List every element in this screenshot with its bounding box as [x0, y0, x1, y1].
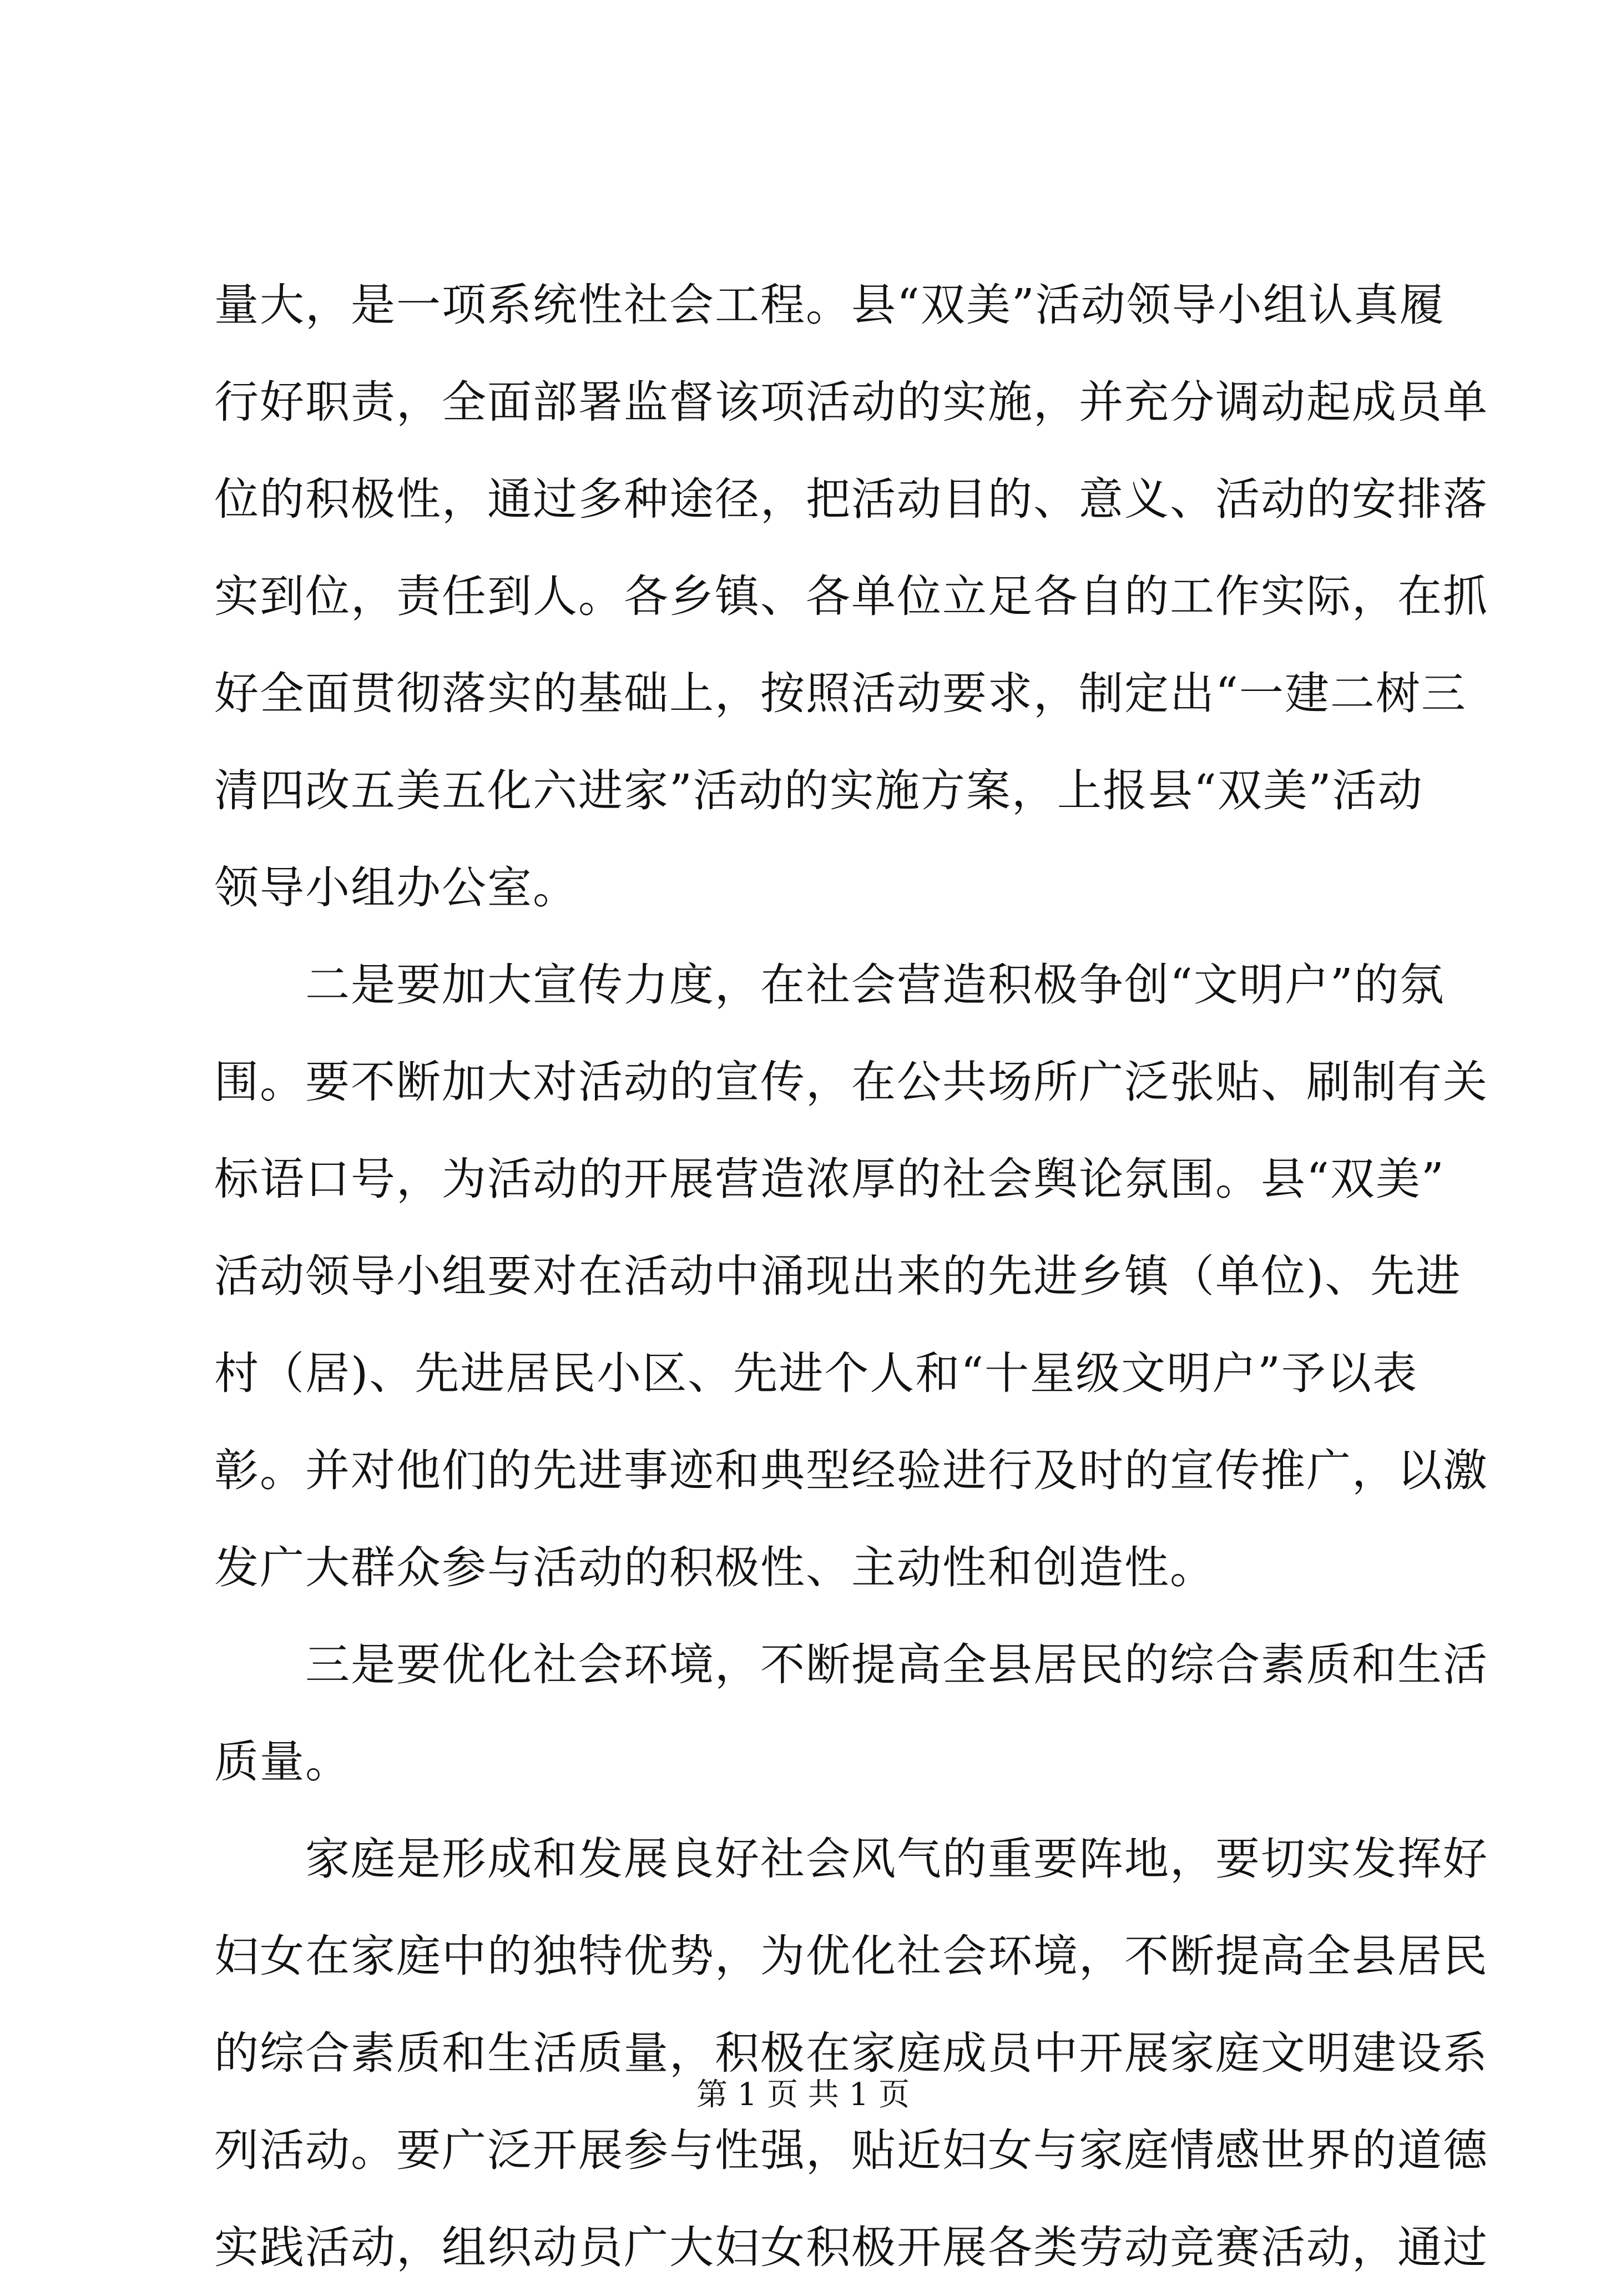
text-line: 发广大群众参与活动的积极性、主动性和创造性。 [214, 1542, 1215, 1593]
text-line: 质量。 [214, 1736, 351, 1788]
text-line: 彰。并对他们的先进事迹和典型经验进行及时的宣传推广，以激 [214, 1445, 1488, 1496]
text-line: 清四改五美五化六进家”活动的实施方案，上报县“双美”活动 [214, 765, 1423, 816]
text-line: 量大，是一项系统性社会工程。县“双美”活动领导小组认真履 [214, 279, 1445, 331]
text-line: 村（居)、先进居民小区、先进个人和“十星级文明户”予以表 [214, 1348, 1418, 1399]
text-line: 活动领导小组要对在活动中涌现出来的先进乡镇（单位)、先进 [214, 1250, 1462, 1302]
text-line: 标语口号，为活动的开展营造浓厚的社会舆论氛围。县“双美” [214, 1153, 1445, 1205]
text-line: 围。要不断加大对活动的宣传，在公共场所广泛张贴、刷制有关 [214, 1056, 1488, 1108]
paragraph-first-line: 家庭是形成和发展良好社会风气的重要阵地，要切实发挥好 [305, 1833, 1488, 1885]
text-line: 位的积极性，通过多种途径，把活动目的、意义、活动的安排落 [214, 473, 1488, 525]
page-number-footer: 第 1 页 共 1 页 [696, 2077, 910, 2113]
paragraph-first-line: 二是要加大宣传力度，在社会营造积极争创“文明户”的氛 [305, 959, 1445, 1011]
text-line: 领导小组办公室。 [214, 862, 578, 914]
text-line: 列活动。要广泛开展参与性强，贴近妇女与家庭情感世界的道德 [214, 2125, 1488, 2176]
document-body [214, 256, 1488, 2296]
text-line: 的综合素质和生活质量，积极在家庭成员中开展家庭文明建设系 [214, 2027, 1488, 2079]
text-line: 好全面贯彻落实的基础上，按照活动要求，制定出“一建二树三 [214, 668, 1467, 719]
text-line: 实践活动，组织动员广大妇女积极开展各类劳动竞赛活动，通过 [214, 2222, 1488, 2273]
text-line: 妇女在家庭中的独特优势，为优化社会环境，不断提高全县居民 [214, 1930, 1488, 1982]
text-line: 行好职责，全面部署监督该项活动的实施，并充分调动起成员单 [214, 376, 1488, 428]
text-line: 实到位，责任到人。各乡镇、各单位立足各自的工作实际，在抓 [214, 571, 1488, 622]
paragraph-first-line: 三是要优化社会环境，不断提高全县居民的综合素质和生活 [305, 1639, 1488, 1691]
